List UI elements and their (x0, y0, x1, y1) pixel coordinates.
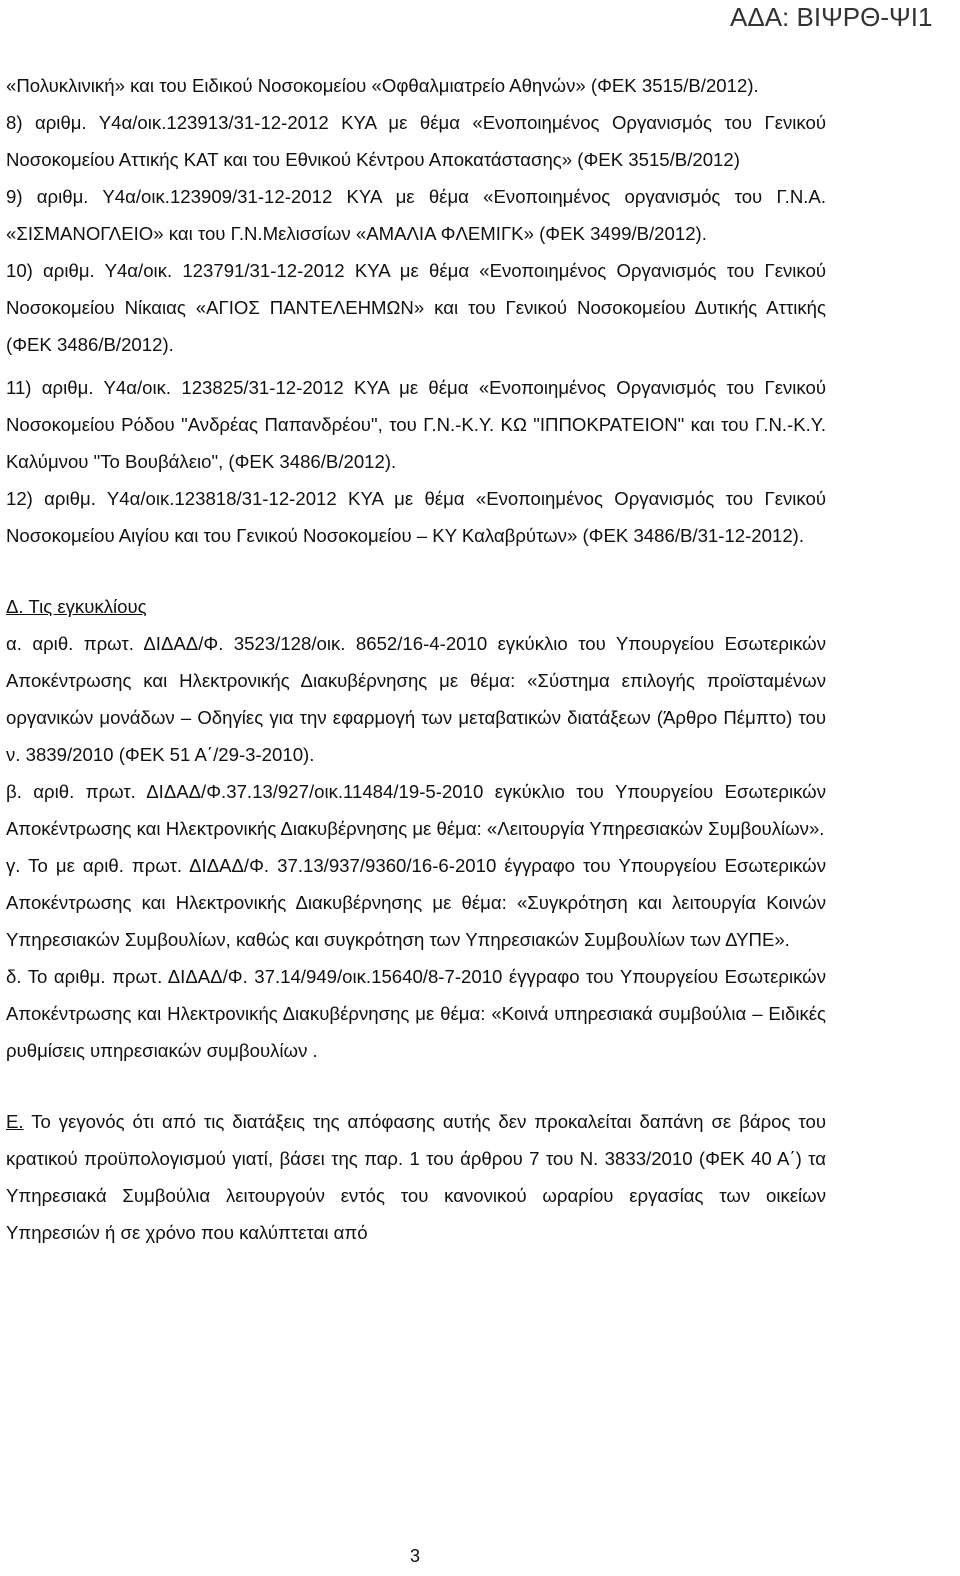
paragraph-item-12: 12) αριθμ. Υ4α/οικ.123818/31-12-2012 ΚΥΑ με θέμα «Ενοποιημένος Οργανισμός του Γενικού Νοσοκομείου Αιγίου και του Γενικού Νοσοκομείου – ΚΥ Καλαβρύτων» (ΦΕΚ 3486/Β/31-12-2012). (6, 488, 826, 546)
section-heading-d: Δ. Τις εγκυκλίους (6, 596, 147, 617)
document-body (6, 67, 826, 1251)
page-number: 3 (409, 1546, 420, 1566)
paragraph-item-11: 11) αριθμ. Υ4α/οικ. 123825/31-12-2012 ΚΥΑ με θέμα «Ενοποιημένος Οργανισμός του Γενικού Νοσοκομείου Ρόδου "Ανδρέας Παπανδρέου", του Γ.Ν.-Κ.Υ. ΚΩ "ΙΠΠΟΚΡΑΤΕΙΟΝ" και του Γ.Ν.-Κ.Υ. Καλύμνου "Το Βουβάλειο", (ΦΕΚ 3486/Β/2012). (6, 377, 826, 472)
circular-a: α. αριθ. πρωτ. ΔΙΔΑΔ/Φ. 3523/128/οικ. 8652/16-4-2010 εγκύκλιο του Υπουργείου Εσωτερικών Αποκέντρωσης και Ηλεκτρονικής Διακυβέρνησης με θέμα: «Σύστημα επιλογής προϊσταμένων οργανικών μονάδων – Οδηγίες για την εφαρμογή των μεταβατικών διατάξεων (Άρθρο Πέμπτο) του ν. 3839/2010 (ΦΕΚ 51 Α΄/29-3-2010). (6, 633, 826, 765)
paragraph-item-9: 9) αριθμ. Υ4α/οικ.123909/31-12-2012 ΚΥΑ με θέμα «Ενοποιημένος οργανισμός του Γ.Ν.Α. «ΣΙΣΜΑΝΟΓΛΕΙΟ» και του Γ.Ν.Μελισσίων «ΑΜΑΛΙΑ ΦΛΕΜΙΓΚ» (ΦΕΚ 3499/Β/2012). (6, 186, 826, 244)
paragraph-item-8: 8) αριθμ. Υ4α/οικ.123913/31-12-2012 ΚΥΑ με θέμα «Ενοποιημένος Οργανισμός του Γενικού Νοσοκομείου Αττικής ΚΑΤ και του Εθνικού Κέντρου Αποκατάστασης» (ΦΕΚ 3515/Β/2012) (6, 112, 826, 170)
circular-c: γ. Το με αριθ. πρωτ. ΔΙΔΑΔ/Φ. 37.13/937/9360/16-6-2010 έγγραφο του Υπουργείου Εσωτερικών Αποκέντρωσης και Ηλεκτρονικής Διακυβέρνησης με θέμα: «Συγκρότηση και λειτουργία Κοινών Υπηρεσιακών Συμβουλίων, καθώς και συγκρότηση των Υπηρεσιακών Συμβουλίων των ΔΥΠΕ». (6, 855, 826, 950)
circular-d: δ. Το αριθμ. πρωτ. ΔΙΔΑΔ/Φ. 37.14/949/οικ.15640/8-7-2010 έγγραφο του Υπουργείου Εσωτερικών Αποκέντρωσης και Ηλεκτρονικής Διακυβέρνησης με θέμα: «Κοινά υπηρεσιακά συμβούλια – Ειδικές ρυθμίσεις υπηρεσιακών συμβουλίων . (6, 966, 826, 1061)
section-e (6, 1103, 826, 1251)
circular-b: β. αριθ. πρωτ. ΔΙΔΑΔ/Φ.37.13/927/οικ.11484/19-5-2010 εγκύκλιο του Υπουργείου Εσωτερικών Αποκέντρωσης και Ηλεκτρονικής Διακυβέρνησης με θέμα: «Λειτουργία Υπηρεσιακών Συμβουλίων». (6, 781, 826, 839)
paragraph-item-10: 10) αριθμ. Υ4α/οικ. 123791/31-12-2012 ΚΥΑ με θέμα «Ενοποιημένος Οργανισμός του Γενικού Νοσοκομείου Νίκαιας «ΑΓΙΟΣ ΠΑΝΤΕΛΕΗΜΩΝ» και του Γενικού Νοσοκομείου Δυτικής Αττικής (ΦΕΚ 3486/Β/2012). (6, 260, 826, 355)
section-e-text: Το γεγονός ότι από τις διατάξεις της απόφασης αυτής δεν προκαλείται δαπάνη σε βάρος του κρατικού προϋπολογισμού γιατί, βάσει της παρ. 1 του άρθρου 7 του Ν. 3833/2010 (ΦΕΚ 40 Α΄) τα Υπηρεσιακά Συμβούλια λειτουργούν εντός του κανονικού ωραρίου εργασίας των οικείων Υπηρεσιών ή σε χρόνο που καλύπτεται από (6, 1111, 826, 1243)
paragraph-polyklinikh: «Πολυκλινική» και του Ειδικού Νοσοκομείου «Οφθαλμιατρείο Αθηνών» (ΦΕΚ 3515/Β/2012). (6, 75, 759, 96)
section-heading-e: Ε. (6, 1111, 24, 1132)
ada-code: ΑΔΑ: ΒΙΨΡΘ-ΨΙ1 (730, 2, 933, 32)
